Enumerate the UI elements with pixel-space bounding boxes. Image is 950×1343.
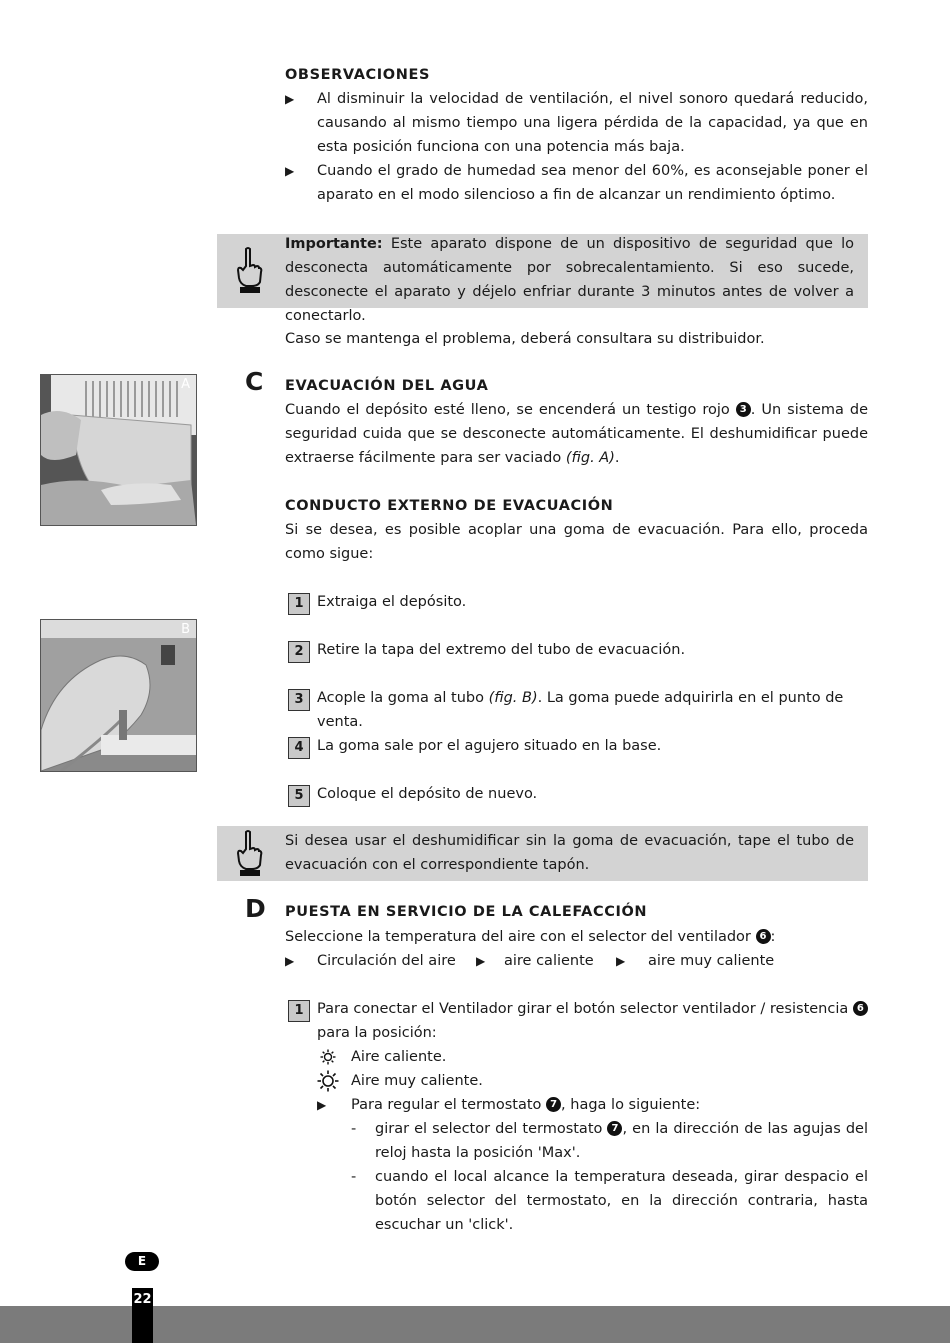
hose-note-box [217,826,868,881]
section-c-heading: EVACUACIÓN DEL AGUA [285,378,489,394]
step-number-5: 5 [288,785,310,807]
step-number-d1: 1 [288,1000,310,1022]
step-text-3: Acople la goma al tubo (fig. B). La goma puede adquirirla en el punto de venta. [317,690,844,730]
callout-number: 6 [853,1001,868,1016]
figure-b-label: B [181,622,190,637]
step-number-2: 2 [288,641,310,663]
list-item: Aire muy caliente. [351,1073,483,1089]
step-text-5: Coloque el depósito de nuevo. [317,786,538,802]
observaciones-heading: OBSERVACIONES [285,67,430,83]
triangle-bullet-icon: ▶ [285,954,295,968]
triangle-bullet-icon: ▶ [285,92,295,106]
observaciones-list [285,87,868,207]
step-number-1: 1 [288,593,310,615]
callout-number: 7 [546,1097,561,1112]
option-aire-muy-caliente: aire muy caliente [648,953,775,969]
step-text-d1: Para conectar el Ventilador girar el botón selector ventilador / resistencia 6 para la posición: [317,997,868,1045]
section-letter-d: D [245,894,266,923]
callout-number: 6 [756,929,771,944]
option-circulacion: Circulación del aire [317,953,456,969]
figure-a-label: A [181,377,190,392]
conducto-heading: CONDUCTO EXTERNO DE EVACUACIÓN [285,498,614,514]
list-item: - cuando el local alcance la temperatura deseada, girar despacio el botón selector del termostato, en la dirección contraria, hasta escuchar un 'click'. [351,1169,868,1233]
step-text-4: La goma sale por el agujero situado en la base. [317,738,662,754]
section-letter-c: C [245,367,264,396]
figure-b-photo [40,619,197,772]
triangle-bullet-icon: ▶ [476,954,486,968]
list-item: - girar el selector del termostato 7 , en la dirección de las agujas del reloj hasta la posición 'Max'. [351,1121,868,1161]
section-d-heading: PUESTA EN SERVICIO DE LA CALEFACCIÓN [285,904,648,920]
pointing-hand-icon [234,246,264,294]
step-number-4: 4 [288,737,310,759]
hose-connection-image [41,620,196,771]
page-number: 22 [132,1288,153,1343]
list-item: ▶ Cuando el grado de humedad sea menor del 60%, es aconsejable poner el aparato en el modo silencioso a fin de alcanzar un rendimiento óptimo. [285,159,868,207]
triangle-bullet-icon: ▶ [616,954,626,968]
step-text-1: Extraiga el depósito. [317,594,467,610]
caso-text: Caso se mantenga el problema, deberá consultara su distribuidor. [285,331,765,347]
thermostat-steps [351,1117,868,1237]
section-c-text: Cuando el depósito esté lleno, se encenderá un testigo rojo 3 . Un sistema de seguridad cuida que se desconecte automáticamente. El deshumidificar puede extraerse fácilmente para ser vaciado (fig. A). [285,402,869,466]
triangle-bullet-icon: ▶ [285,164,295,178]
sun-small-icon [320,1049,336,1065]
list-item: Aire caliente. [351,1049,447,1065]
language-badge: E [125,1252,159,1271]
callout-number: 7 [607,1121,622,1136]
hose-note-text: Si desea usar el deshumidificar sin la goma de evacuación, tape el tubo de evacuación con el correspondiente tapón. [285,833,854,873]
option-aire-caliente: aire caliente [504,953,594,969]
pointing-hand-icon [234,829,264,877]
dehumidifier-tank-image [41,375,196,525]
sun-large-icon [317,1070,339,1092]
figure-a-photo [40,374,197,526]
step-number-3: 3 [288,689,310,711]
important-note-text: Importante: Este aparato dispone de un dispositivo de seguridad que lo desconecta automáticamente por sobrecalentamiento. Si eso sucede, desconecte el aparato y déjelo enfriar durante 3 minutos antes de volver a conectarlo. [285,236,854,324]
conducto-intro: Si se desea, es posible acoplar una goma de evacuación. Para ello, proceda como sigue: [285,522,868,562]
important-note-box [217,234,868,324]
list-item: ▶ Al disminuir la velocidad de ventilación, el nivel sonoro quedará reducido, causando al mismo tiempo una ligera pérdida de la capacidad, ya que en esta posición funciona con una potencia más baja. [285,87,868,159]
callout-number: 3 [736,402,751,417]
triangle-bullet-icon: ▶ [317,1098,327,1112]
step-text-2: Retire la tapa del extremo del tubo de evacuación. [317,642,686,658]
section-d-intro: Seleccione la temperatura del aire con el selector del ventilador 6 : [285,929,776,945]
